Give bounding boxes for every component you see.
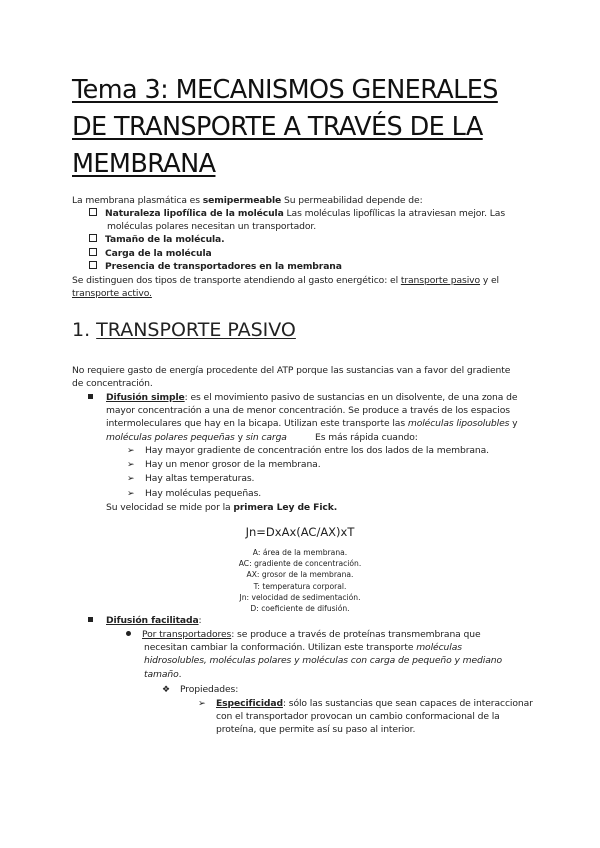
intro-text: La membrana plasmática es xyxy=(72,195,203,206)
intro-text-end: Su permeabilidad depende de: xyxy=(281,195,423,206)
formula-legend: A: área de la membrana. AC: gradiente de concentración. AX: grosor de la membrana. T: temperatura corporal. Jn: velocidad de sedimentación. D: coeficiente de difusión. xyxy=(238,548,362,614)
page-title: Tema 3: MECANISMOS GENERALES DE TRANSPORTE A TRAVÉS DE LA MEMBRANA xyxy=(72,75,498,179)
list-item: ➢ Hay mayor gradiente de concentración entre los dos lados de la membrana. xyxy=(127,444,527,458)
arrow-bullet-icon: ➢ xyxy=(127,446,135,456)
list-item-continuation: moléculas polares necesitan un transportador. xyxy=(107,221,317,233)
checkbox-bullet-icon xyxy=(89,248,97,256)
dot-bullet-icon xyxy=(126,631,131,636)
list-item: ➢ Hay moléculas pequeñas. xyxy=(127,487,527,501)
list-item: Presencia de transportadores en la membrana xyxy=(89,260,519,273)
link-transporte-activo[interactable]: transporte activo. xyxy=(72,288,152,300)
arrow-bullet-icon: ➢ xyxy=(127,488,135,499)
conditions-list xyxy=(127,444,527,501)
transportadores-block: Por transportadores: se produce a través de proteínas transmembrana que necesitan cambiar la conformación. Utilizan este transporte moléculas hidrosolubles, moléculas polares y moléculas con carga de pequeño y mediano tamaño. xyxy=(126,628,526,681)
list-item: Naturaleza lipofílica de la molécula Las moléculas lipofílicas la atraviesan mejor. Las xyxy=(89,207,519,220)
checkbox-bullet-icon xyxy=(89,208,97,216)
square-bullet-icon xyxy=(88,394,93,399)
list-item: Tamaño de la molécula. xyxy=(89,233,519,246)
checkbox-bullet-icon xyxy=(89,261,97,269)
arrow-bullet-icon: ➢ xyxy=(127,474,135,485)
list-item: ➢ Hay altas temperaturas. xyxy=(127,472,527,486)
diamond-bullet-icon: ❖ xyxy=(162,685,170,695)
list-item: Carga de la molécula xyxy=(89,247,519,260)
difusion-facilitada-item: Difusión facilitada: xyxy=(88,614,202,627)
section-heading: 1. TRANSPORTE PASIVO xyxy=(72,319,296,341)
link-por-transportadores[interactable]: Por transportadores xyxy=(142,629,232,640)
list-item: ➢ Hay un menor grosor de la membrana. xyxy=(127,458,527,472)
distinguish-paragraph: Se distinguen dos tipos de transporte atendiendo al gasto energético: el transporte pasivo y el transporte activo. xyxy=(72,275,500,300)
list-item: Difusión simple: es el movimiento pasivo de sustancias en un disolvente, de una zona de xyxy=(88,391,533,404)
propiedades-item: ❖ Propiedades: xyxy=(162,683,238,697)
intro-term: semipermeable xyxy=(202,195,282,206)
square-bullet-icon xyxy=(88,617,93,622)
intro-paragraph xyxy=(72,194,423,207)
link-transporte-pasivo[interactable]: transporte pasivo xyxy=(400,275,481,286)
fick-line: Su velocidad se mide por la primera Ley de Fick. xyxy=(106,502,338,513)
factor-list xyxy=(89,207,519,273)
arrow-bullet-icon: ➢ xyxy=(127,460,135,471)
difusion-simple-block: Difusión simple: es el movimiento pasivo de sustancias en un disolvente, de una zona de mayor concentración a una de menor concentración. Se produce a través de los espacios intermoleculares que hay en la bicapa. Utilizan este transporte las moléculas liposolubles y moléculas polares pequeñas y sin carga Es más rápida cuando: xyxy=(88,391,533,444)
especificidad-block: ➢ Especificidad: sólo las sustancias que sean capaces de interaccionar con el transportador provocan un cambio conformacional de la proteína, que permite así su paso al interior. xyxy=(198,698,533,736)
fick-formula: Jn=DxAx(AC/AX)xT xyxy=(245,525,355,539)
checkbox-bullet-icon xyxy=(89,234,97,242)
pasivo-intro: No requiere gasto de energía procedente del ATP porque las sustancias van a favor del gradiente de concentración. xyxy=(72,365,511,390)
arrow-bullet-icon: ➢ xyxy=(198,698,206,709)
